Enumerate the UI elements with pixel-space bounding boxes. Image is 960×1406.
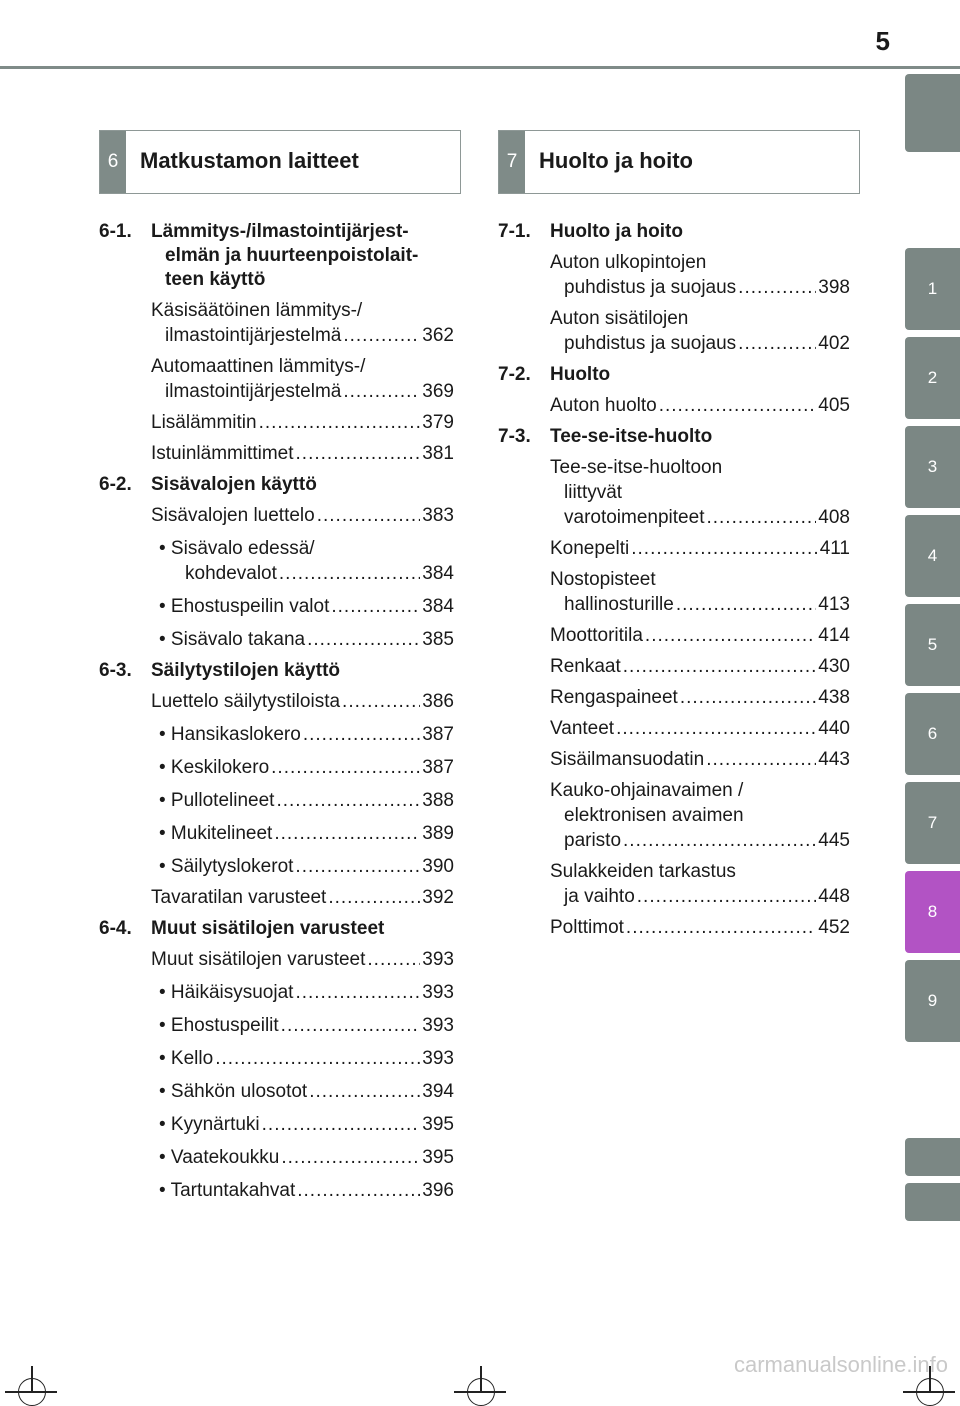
entry-title-line: Tee-se-itse-huoltoon [550,457,723,478]
toc-entry[interactable] [159,1112,454,1137]
entry-page-number: 440 [818,718,850,739]
toc-entry[interactable] [159,854,454,879]
page-number: 5 [875,26,890,56]
side-tab-8[interactable]: 8 [905,871,960,953]
entry-title-line: ilmastointijärjestelmä [165,325,342,346]
dot-leader [295,854,420,879]
toc-chapter[interactable] [498,425,850,449]
entry-page-number: 395 [422,1114,454,1135]
dot-leader [616,716,816,741]
entry-page-number: 384 [422,596,454,617]
side-tab-6[interactable]: 6 [905,693,960,775]
toc-entry[interactable] [550,306,850,356]
side-tab-blank [905,1183,960,1221]
entry-page-number: 445 [818,830,850,851]
dot-leader [328,885,420,910]
toc-entry[interactable] [159,722,454,747]
dot-leader [626,915,816,940]
side-tab-5[interactable]: 5 [905,604,960,686]
dot-leader [281,1013,421,1038]
toc-entry[interactable] [550,393,850,418]
chapter-number: 6-3. [99,660,132,681]
toc-entry[interactable] [159,536,454,586]
entry-title-line: Käsisäätöinen lämmitys-/ [151,300,363,321]
side-tab-blank [905,1138,960,1176]
entry-page-number: 362 [422,325,454,346]
side-tab-blank [905,74,960,152]
side-tab-3[interactable]: 3 [905,426,960,508]
entry-page-number: 408 [818,507,850,528]
section-number: 7 [499,131,525,193]
dot-leader [309,1079,420,1104]
side-tab-7[interactable]: 7 [905,782,960,864]
dot-leader [676,592,816,617]
chapter-number: 7-1. [498,221,531,242]
section-number: 6 [100,131,126,193]
entry-page-number: 443 [818,749,850,770]
entry-title-line: Rengaspaineet [550,687,678,708]
entry-title-line: Sisäilmansuodatin [550,749,705,770]
toc-column-6 [99,220,454,1203]
entry-title-line: • Säilytyslokerot [159,856,294,877]
chapter-number: 6-1. [99,221,132,242]
entry-title-line: • Häikäisysuojat [159,982,294,1003]
entry-title-line: hallinosturille [564,594,674,615]
toc-entry[interactable] [550,250,850,300]
dot-leader [215,1046,420,1071]
entry-page-number: 393 [422,982,454,1003]
dot-leader [331,594,420,619]
toc-entry[interactable] [151,947,454,972]
entry-title-line: Renkaat [550,656,621,677]
entry-page-number: 388 [422,790,454,811]
dot-leader [631,536,817,561]
dot-leader [623,654,817,679]
dot-leader [259,410,421,435]
toc-entry[interactable] [151,410,454,435]
entry-title-line: varotoimenpiteet [564,507,705,528]
entry-page-number: 392 [422,887,454,908]
entry-page-number: 393 [422,949,454,970]
entry-page-number: 383 [422,505,454,526]
entry-page-number: 394 [422,1081,454,1102]
entry-title-line: Istuinlämmittimet [151,443,294,464]
entry-page-number: 381 [422,443,454,464]
toc-chapter[interactable] [99,473,454,497]
toc-entry[interactable] [550,654,850,679]
toc-chapter[interactable] [99,917,454,941]
toc-entry[interactable] [159,1046,454,1071]
entry-title-line: Konepelti [550,538,630,559]
toc-entry[interactable] [550,623,850,648]
toc-entry[interactable] [159,821,454,846]
toc-entries [151,689,454,910]
entry-page-number: 393 [422,1015,454,1036]
chapter-number: 6-2. [99,474,132,495]
toc-column-7 [498,220,850,940]
dot-leader [706,747,816,772]
toc-entry[interactable] [550,859,850,909]
dot-leader [307,627,420,652]
side-tab-1[interactable]: 1 [905,248,960,330]
dot-leader [274,821,420,846]
entry-title-line: • Pullotelineet [159,790,275,811]
side-tab-2[interactable]: 2 [905,337,960,419]
entry-title-line: • Mukitelineet [159,823,273,844]
entry-title-line: • Kyynärtuki [159,1114,260,1135]
section-title: Matkustamon laitteet [140,148,359,173]
dot-leader [279,561,420,586]
dot-leader [343,323,420,348]
toc-entries [550,455,850,940]
entry-title-line: Sulakkeiden tarkastus [550,861,736,882]
entry-title-line: kohdevalot [185,563,277,584]
dot-leader [659,393,817,418]
dot-leader [680,685,816,710]
chapter-title: Sisävalojen käyttö [151,474,317,495]
entry-page-number: 385 [422,629,454,650]
entry-page-number: 379 [422,412,454,433]
toc-entries [550,250,850,356]
toc-chapter[interactable] [99,659,454,683]
dot-leader [271,755,420,780]
toc-entry[interactable] [550,455,850,530]
chapter-number: 6-4. [99,918,132,939]
chapter-number: 7-2. [498,364,531,385]
toc-chapter[interactable] [498,220,850,244]
chapter-title: Huolto ja hoito [550,221,683,242]
toc-entry[interactable] [550,536,850,561]
toc-entry[interactable] [151,503,454,528]
toc-entries [151,298,454,466]
entry-title-line: Vanteet [550,718,615,739]
toc-entry[interactable] [159,1079,454,1104]
entry-page-number: 405 [818,395,850,416]
entry-page-number: 448 [818,886,850,907]
entry-page-number: 413 [818,594,850,615]
watermark: carmanualsonline.info [733,1352,948,1377]
toc-entry[interactable] [151,689,454,714]
dot-leader [262,1112,421,1137]
toc-entry[interactable] [159,980,454,1005]
toc-entry[interactable] [159,1145,454,1170]
section-header-6 [99,130,461,194]
entry-title-line: Muut sisätilojen varusteet [151,949,366,970]
dot-leader [317,503,421,528]
dot-leader [342,689,420,714]
entry-page-number: 390 [422,856,454,877]
side-tab-4[interactable]: 4 [905,515,960,597]
toc-entry[interactable] [550,915,850,940]
chapter-title: Muut sisätilojen varusteet [151,918,385,939]
toc-entry[interactable] [159,627,454,652]
entry-page-number: 396 [422,1180,454,1201]
entry-title-line: Nostopisteet [550,569,656,590]
entry-title-line: Auton ulkopintojen [550,252,707,273]
entry-title-line: Polttimot [550,917,624,938]
toc-entry[interactable] [550,747,850,772]
dot-leader [367,947,420,972]
entry-title-line: puhdistus ja suojaus [564,277,737,298]
entry-page-number: 369 [422,381,454,402]
entry-page-number: 384 [422,563,454,584]
entry-title-line: liittyvät [564,482,623,503]
entry-title-line: • Ehostuspeilit [159,1015,279,1036]
entry-title-line: • Sisävalo takana [159,629,306,650]
entry-title-line: ilmastointijärjestelmä [165,381,342,402]
dot-leader [706,505,816,530]
toc-entries [550,393,850,418]
entry-title-line: • Sähkön ulosotot [159,1081,308,1102]
entry-title-line: Automaattinen lämmitys-/ [151,356,366,377]
toc-entries [151,503,454,652]
entry-title-line: • Sisävalo edessä/ [159,538,315,559]
entry-title-line: • Keskilokero [159,757,270,778]
entry-title-line: • Kello [159,1048,214,1069]
entry-title-line: Tavaratilan varusteet [151,887,327,908]
dot-leader [637,884,817,909]
entry-title-line: • Vaatekoukku [159,1147,280,1168]
chapter-title: Säilytystilojen käyttö [151,660,341,681]
chapter-title: Lämmitys-/ilmastointijärjest- elmän ja huurteenpoistolait- teen käyttö [151,221,419,290]
dot-leader [645,623,816,648]
toc-entry[interactable] [550,567,850,617]
toc-entry[interactable] [550,778,850,853]
entry-title-line: Lisälämmitin [151,412,257,433]
entry-page-number: 402 [818,333,850,354]
entry-page-number: 389 [422,823,454,844]
toc-entry[interactable] [159,1178,454,1203]
dot-leader [738,331,816,356]
toc-entry[interactable] [550,685,850,710]
toc-entry[interactable] [159,755,454,780]
entry-page-number: 386 [422,691,454,712]
dot-leader [343,379,420,404]
chapter-title: Huolto [550,364,611,385]
entry-title-line: paristo [564,830,622,851]
toc-entry[interactable] [550,716,850,741]
toc-entry[interactable] [151,354,454,404]
dot-leader [297,1178,420,1203]
dot-leader [623,828,816,853]
entry-title-line: Sisävalojen luettelo [151,505,315,526]
dot-leader [276,788,420,813]
entry-page-number: 414 [818,625,850,646]
toc-entry[interactable] [159,788,454,813]
toc-chapter[interactable] [99,220,454,292]
entry-title-line: Kauko-ohjainavaimen / [550,780,744,801]
toc-entry[interactable] [159,594,454,619]
toc-chapter[interactable] [498,363,850,387]
entry-title-line: • Tartuntakahvat [159,1180,296,1201]
entry-page-number: 438 [818,687,850,708]
dot-leader [296,441,421,466]
entry-title-line: elektronisen avaimen [564,805,744,826]
dot-leader [303,722,420,747]
entry-title-line: • Ehostuspeilin valot [159,596,330,617]
toc-entry[interactable] [151,298,454,348]
header-rule [0,66,960,69]
entry-page-number: 452 [818,917,850,938]
side-tab-9[interactable]: 9 [905,960,960,1042]
entry-title-line: Moottoritila [550,625,643,646]
dot-leader [738,275,816,300]
entry-page-number: 398 [818,277,850,298]
entry-page-number: 393 [422,1048,454,1069]
chapter-number: 7-3. [498,426,531,447]
entry-title-line: Auton huolto [550,395,657,416]
entry-page-number: 430 [818,656,850,677]
dot-leader [281,1145,420,1170]
entry-page-number: 395 [422,1147,454,1168]
toc-entry[interactable] [151,441,454,466]
entry-page-number: 387 [422,757,454,778]
entry-page-number: 387 [422,724,454,745]
toc-entry[interactable] [159,1013,454,1038]
entry-title-line: • Hansikaslokero [159,724,301,745]
entry-title-line: puhdistus ja suojaus [564,333,737,354]
entry-page-number: 411 [819,538,850,559]
toc-entry[interactable] [151,885,454,910]
entry-title-line: Auton sisätilojen [550,308,689,329]
entry-title-line: Luettelo säilytystiloista [151,691,341,712]
entry-title-line: ja vaihto [564,886,635,907]
chapter-title: Tee-se-itse-huolto [550,426,713,447]
dot-leader [295,980,420,1005]
section-header-7 [498,130,860,194]
toc-entries [151,947,454,1203]
section-title: Huolto ja hoito [539,148,693,173]
